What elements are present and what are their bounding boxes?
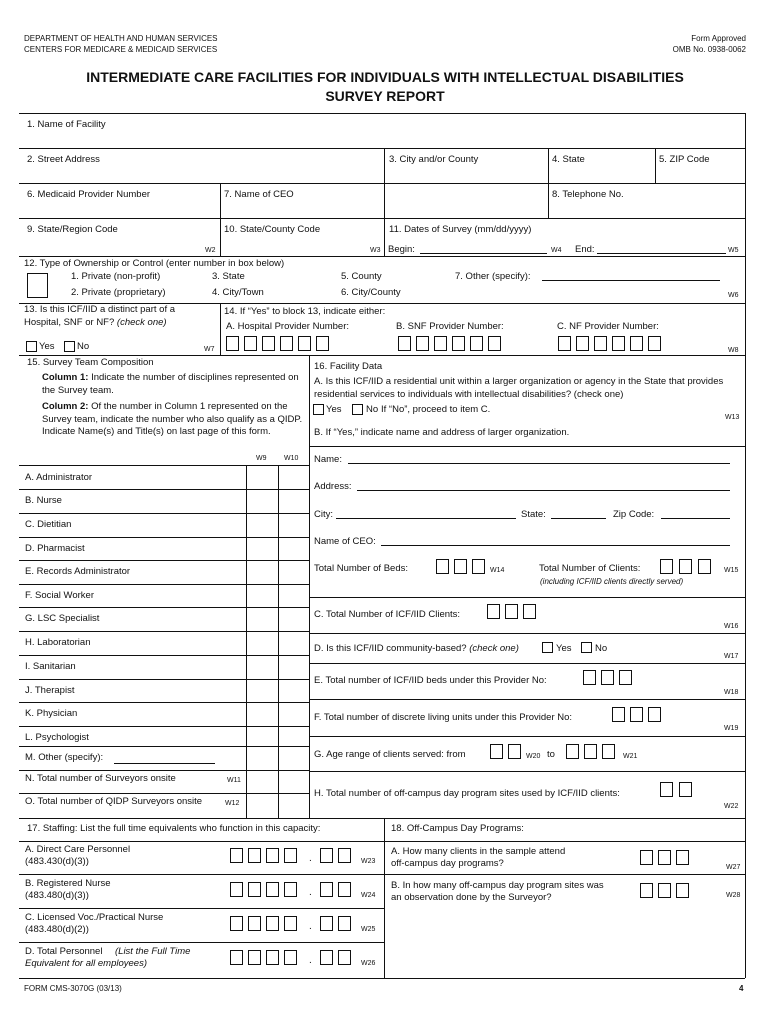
- digit-box[interactable]: [679, 782, 692, 797]
- licensed-nurse-label: C. Licensed Voc./Practical Nurse: [25, 912, 164, 923]
- distinct-part-label-2: [24, 318, 167, 328]
- digit-box[interactable]: [566, 744, 579, 759]
- w-code: W23: [361, 858, 376, 865]
- digit-box[interactable]: [660, 782, 673, 797]
- team-count-cell[interactable]: [247, 747, 278, 769]
- team-qidp-cell[interactable]: [279, 703, 309, 725]
- medicaid-provider-number-label: 6. Medicaid Provider Number: [27, 189, 151, 200]
- team-row-label: C. Dietitian: [25, 519, 72, 530]
- ownership-option-6: 6. City/County: [341, 287, 401, 298]
- decimal-point: .: [309, 921, 312, 932]
- state-region-code-label: 9. State/Region Code: [27, 224, 118, 235]
- registered-nurse-label: B. Registered Nurse: [25, 878, 111, 889]
- fte-digit-box[interactable]: [230, 916, 243, 931]
- w27-code: W27: [726, 864, 741, 871]
- residential-no-checkbox[interactable]: [352, 404, 363, 415]
- fte-digit-box[interactable]: [284, 848, 297, 863]
- ownership-option-4: 4. City/Town: [212, 287, 264, 298]
- digit-box[interactable]: [612, 336, 625, 351]
- team-row-label: L. Psychologist: [25, 732, 89, 743]
- larger-org-label: B. If “Yes,” indicate name and address of larger organization.: [314, 427, 570, 438]
- total-qidp-label: O. Total number of QIDP Surveyors onsite: [25, 796, 203, 807]
- w15-code: W15: [724, 567, 739, 574]
- total-personnel-note-2: Equivalent for all employees): [25, 958, 147, 969]
- end-date-field[interactable]: [597, 253, 726, 254]
- clients-note: (including ICF/IID clients directly served): [540, 577, 684, 586]
- team-count-cell[interactable]: [247, 632, 278, 654]
- other-specify-field[interactable]: [114, 763, 215, 764]
- ceo-name-label: 7. Name of CEO: [224, 189, 294, 200]
- fte-digit-box[interactable]: [284, 916, 297, 931]
- direct-care-citation: (483.430(d)(3)): [25, 856, 89, 867]
- fte-digit-box[interactable]: [284, 950, 297, 965]
- off-campus-a-line-2: off-campus day programs?: [391, 858, 504, 869]
- decimal-point: .: [309, 955, 312, 966]
- w6-code: W6: [728, 292, 739, 299]
- community-no-checkbox[interactable]: [581, 642, 592, 653]
- begin-label: Begin:: [388, 244, 415, 255]
- org-city-field[interactable]: [336, 518, 516, 519]
- community-based-label: D. Is this ICF/IID community-based?: [314, 643, 467, 654]
- total-surveyors-label: N. Total number of Surveyors onsite: [25, 773, 176, 784]
- agency-header: [24, 33, 218, 55]
- title-line-2: SURVEY REPORT: [325, 88, 445, 104]
- decimal-point: .: [309, 853, 312, 864]
- team-row-label: I. Sanitarian: [25, 661, 76, 672]
- w11-code: W11: [227, 777, 241, 784]
- w17-code: W17: [724, 653, 739, 660]
- staffing-label: 17. Staffing: List the full time equivalents who function in this capacity:: [27, 823, 321, 834]
- digit-box[interactable]: [676, 883, 689, 898]
- team-qidp-cell[interactable]: [279, 538, 309, 560]
- w3-code: W3: [370, 247, 381, 254]
- fte-digit-box[interactable]: [320, 848, 333, 863]
- icf-clients-label: C. Total Number of ICF/IID Clients:: [314, 609, 461, 620]
- fte-digit-box[interactable]: [320, 882, 333, 897]
- digit-box[interactable]: [630, 336, 643, 351]
- fte-digit-box[interactable]: [266, 848, 279, 863]
- fte-digit-box[interactable]: [248, 916, 261, 931]
- digit-box[interactable]: [505, 604, 518, 619]
- telephone-label: 8. Telephone No.: [552, 189, 624, 200]
- digit-box[interactable]: [640, 850, 653, 865]
- if-no-note: If “No”, proceed to item C.: [381, 404, 491, 415]
- digit-box[interactable]: [226, 336, 239, 351]
- w7-code: W7: [204, 346, 215, 353]
- team-qidp-cell[interactable]: [279, 747, 309, 769]
- column-1-title: Column 1:: [42, 372, 89, 383]
- total-clients-label: Total Number of Clients:: [539, 563, 641, 574]
- w18-code: W18: [724, 689, 739, 696]
- org-state-label: State:: [521, 509, 546, 520]
- org-ceo-field[interactable]: [381, 545, 730, 546]
- w-code: W25: [361, 926, 376, 933]
- total-beds-label: Total Number of Beds:: [314, 563, 408, 574]
- form-number: FORM CMS-3070G (03/13): [24, 984, 122, 993]
- team-row-label: F. Social Worker: [25, 590, 94, 601]
- ownership-option-7: 7. Other (specify):: [455, 271, 531, 282]
- fte-digit-box[interactable]: [230, 882, 243, 897]
- team-count-cell[interactable]: [247, 514, 278, 536]
- nf-provider-label: C. NF Provider Number:: [557, 321, 659, 332]
- digit-box[interactable]: [490, 744, 503, 759]
- team-row-label: G. LSC Specialist: [25, 613, 100, 624]
- team-row-label: A. Administrator: [25, 472, 93, 483]
- facility-name-label: 1. Name of Facility: [27, 119, 106, 130]
- day-program-sites-label: H. Total number of off-campus day program sites used by ICF/IID clients:: [314, 788, 620, 799]
- column-1-text: Indicate the number of disciplines represented on the Survey team.: [42, 372, 299, 396]
- omb-header: [673, 33, 746, 55]
- digit-box[interactable]: [452, 336, 465, 351]
- team-count-cell[interactable]: [247, 490, 278, 512]
- digit-box[interactable]: [470, 336, 483, 351]
- w9-code: W9: [256, 455, 267, 462]
- team-qidp-cell[interactable]: [279, 514, 309, 536]
- total-personnel-note: (List the Full Time: [115, 946, 191, 957]
- to-label: to: [547, 749, 555, 760]
- digit-box[interactable]: [576, 336, 589, 351]
- ownership-code-box[interactable]: [27, 273, 48, 298]
- team-row-label: E. Records Administrator: [25, 566, 131, 577]
- survey-dates-label: 11. Dates of Survey (mm/dd/yyyy): [389, 224, 532, 235]
- residential-yes-checkbox[interactable]: [313, 404, 324, 415]
- fte-digit-box[interactable]: [266, 882, 279, 897]
- fte-digit-box[interactable]: [248, 950, 261, 965]
- team-count-cell[interactable]: [247, 656, 278, 678]
- fte-digit-box[interactable]: [338, 882, 351, 897]
- w21-code: W21: [623, 753, 638, 760]
- digit-box[interactable]: [436, 559, 449, 574]
- digit-box[interactable]: [648, 707, 661, 722]
- title-line-1: INTERMEDIATE CARE FACILITIES FOR INDIVIDUALS WITH INTELLECTUAL DISABILITIES: [86, 69, 684, 85]
- page-number: 4: [739, 984, 744, 993]
- fte-digit-box[interactable]: [320, 916, 333, 931]
- w-code: W24: [361, 892, 376, 899]
- direct-care-label: A. Direct Care Personnel: [25, 844, 131, 855]
- digit-box[interactable]: [648, 336, 661, 351]
- org-address-field[interactable]: [357, 490, 730, 491]
- licensed-nurse-citation: (483.480(d)(2)): [25, 924, 89, 935]
- ownership-other-field[interactable]: [542, 280, 720, 281]
- team-count-cell[interactable]: [247, 585, 278, 607]
- team-count-cell[interactable]: [247, 538, 278, 560]
- digit-box[interactable]: [602, 744, 615, 759]
- omb-number: OMB No. 0938-0062: [672, 45, 746, 54]
- team-qidp-cell[interactable]: [279, 585, 309, 607]
- digit-box[interactable]: [523, 604, 536, 619]
- digit-box[interactable]: [658, 883, 671, 898]
- team-qidp-cell[interactable]: [279, 632, 309, 654]
- registered-nurse-citation: (483.480(d)(3)): [25, 890, 89, 901]
- org-zip-label: Zip Code:: [613, 509, 655, 520]
- w12-code: W12: [225, 800, 240, 807]
- column-2-instructions: [42, 401, 304, 439]
- team-count-cell[interactable]: [247, 561, 278, 583]
- team-row-label: H. Laboratorian: [25, 637, 91, 648]
- off-campus-b-line-2: an observation done by the Surveyor?: [391, 892, 552, 903]
- state-county-code-label: 10. State/County Code: [224, 224, 321, 235]
- street-address-label: 2. Street Address: [27, 154, 100, 165]
- check-one-note: (check one): [469, 643, 519, 654]
- w28-code: W28: [726, 892, 741, 899]
- w10-code: W10: [284, 455, 299, 462]
- digit-box[interactable]: [244, 336, 257, 351]
- team-count-cell[interactable]: [247, 467, 278, 489]
- yes-label: Yes: [556, 643, 572, 654]
- team-row-label: K. Physician: [25, 708, 78, 719]
- digit-box[interactable]: [612, 707, 625, 722]
- fte-digit-box[interactable]: [338, 950, 351, 965]
- residential-unit-question: A. Is this ICF/IID a residential unit within a larger organization or agency in the State that provides residential services to individuals with intellectual disabilities? (check one): [314, 376, 724, 400]
- w5-code: W5: [728, 247, 739, 254]
- digit-box[interactable]: [658, 850, 671, 865]
- digit-box[interactable]: [630, 707, 643, 722]
- ownership-option-3: 3. State: [212, 271, 245, 282]
- digit-box[interactable]: [416, 336, 429, 351]
- digit-box[interactable]: [508, 744, 521, 759]
- team-count-cell[interactable]: [247, 608, 278, 630]
- form-title: [0, 68, 770, 106]
- digit-box[interactable]: [558, 336, 571, 351]
- fte-digit-box[interactable]: [338, 848, 351, 863]
- digit-box[interactable]: [594, 336, 607, 351]
- team-count-cell[interactable]: [247, 703, 278, 725]
- org-address-label: Address:: [314, 481, 352, 492]
- yes-label: Yes: [326, 404, 342, 415]
- facility-data-label: 16. Facility Data: [314, 361, 383, 372]
- living-units-label: F. Total number of discrete living units under this Provider No:: [314, 712, 573, 723]
- digit-box[interactable]: [698, 559, 711, 574]
- fte-digit-box[interactable]: [266, 916, 279, 931]
- community-yes-checkbox[interactable]: [542, 642, 553, 653]
- distinct-part-no-checkbox[interactable]: [64, 341, 75, 352]
- fte-digit-box[interactable]: [248, 882, 261, 897]
- icf-beds-label: E. Total number of ICF/IID beds under this Provider No:: [314, 675, 547, 686]
- center-name: CENTERS FOR MEDICARE & MEDICAID SERVICES: [24, 45, 218, 54]
- digit-box[interactable]: [280, 336, 293, 351]
- digit-box[interactable]: [640, 883, 653, 898]
- w19-code: W19: [724, 725, 739, 732]
- team-qidp-cell[interactable]: [279, 656, 309, 678]
- total-personnel-label: D. Total Personnel: [25, 946, 103, 957]
- w4-code: W4: [551, 247, 562, 254]
- team-row-label: M. Other (specify):: [25, 752, 104, 763]
- fte-digit-box[interactable]: [248, 848, 261, 863]
- digit-box[interactable]: [434, 336, 447, 351]
- begin-date-field[interactable]: [420, 253, 547, 254]
- w13-code: W13: [725, 414, 740, 421]
- digit-box[interactable]: [583, 670, 596, 685]
- digit-box[interactable]: [619, 670, 632, 685]
- column-1-instructions: [42, 372, 304, 397]
- fte-digit-box[interactable]: [284, 882, 297, 897]
- digit-box[interactable]: [262, 336, 275, 351]
- team-row-label: D. Pharmacist: [25, 543, 85, 554]
- city-county-label: 3. City and/or County: [389, 154, 479, 165]
- digit-box[interactable]: [472, 559, 485, 574]
- digit-box[interactable]: [679, 559, 692, 574]
- fte-digit-box[interactable]: [266, 950, 279, 965]
- provider-number-label: 14. If “Yes” to block 13, indicate either:: [224, 306, 386, 317]
- team-qidp-cell[interactable]: [279, 490, 309, 512]
- check-one-note: (check one): [116, 317, 167, 328]
- off-campus-a-line-1: A. How many clients in the sample attend: [391, 846, 566, 857]
- team-row-label: J. Therapist: [25, 685, 75, 696]
- w20-code: W20: [526, 753, 541, 760]
- ownership-option-5: 5. County: [341, 271, 382, 282]
- digit-box[interactable]: [398, 336, 411, 351]
- distinct-part-label: 13. Is this ICF/IID a distinct part of a: [24, 304, 176, 315]
- team-count-cell[interactable]: [247, 680, 278, 702]
- org-state-field[interactable]: [551, 518, 606, 519]
- yes-label: Yes: [39, 341, 55, 352]
- digit-box[interactable]: [316, 336, 329, 351]
- fte-digit-box[interactable]: [338, 916, 351, 931]
- survey-team-label: 15. Survey Team Composition: [27, 357, 154, 368]
- w2-code: W2: [205, 247, 216, 254]
- digit-box[interactable]: [660, 559, 673, 574]
- team-row-label: B. Nurse: [25, 495, 62, 506]
- org-name-field[interactable]: [348, 463, 730, 464]
- form-approved: Form Approved: [691, 34, 746, 43]
- zip-code-label: 5. ZIP Code: [659, 154, 710, 165]
- digit-box[interactable]: [676, 850, 689, 865]
- hospital-provider-label: A. Hospital Provider Number:: [226, 321, 350, 332]
- department-name: DEPARTMENT OF HEALTH AND HUMAN SERVICES: [24, 34, 218, 43]
- w22-code: W22: [724, 803, 739, 810]
- w8-code: W8: [728, 347, 739, 354]
- org-city-label: City:: [314, 509, 333, 520]
- org-name-label: Name:: [314, 454, 342, 465]
- digit-box[interactable]: [487, 604, 500, 619]
- org-ceo-label: Name of CEO:: [314, 536, 376, 547]
- end-label: End:: [575, 244, 595, 255]
- w-code: W26: [361, 960, 376, 967]
- team-qidp-cell[interactable]: [279, 561, 309, 583]
- column-2-title: Column 2:: [42, 401, 89, 412]
- team-qidp-cell[interactable]: [279, 467, 309, 489]
- community-based-question: [314, 644, 519, 654]
- snf-provider-label: B. SNF Provider Number:: [396, 321, 504, 332]
- digit-box[interactable]: [298, 336, 311, 351]
- column-2-text: Of the number in Column 1 represented on the Survey team, indicate the number who also qualify as a QIDP. Indicate Name(s) and Title(s) on last page of this form.: [42, 401, 303, 437]
- team-qidp-cell[interactable]: [279, 608, 309, 630]
- decimal-point: .: [309, 887, 312, 898]
- distinct-part-yes-checkbox[interactable]: [26, 341, 37, 352]
- ownership-option-2: 2. Private (proprietary): [71, 287, 166, 298]
- digit-box[interactable]: [488, 336, 501, 351]
- distinct-part-question: Hospital, SNF or NF?: [24, 317, 115, 328]
- ownership-label: 12. Type of Ownership or Control (enter number in box below): [24, 258, 285, 269]
- team-qidp-cell[interactable]: [279, 680, 309, 702]
- off-campus-label: 18. Off-Campus Day Programs:: [391, 823, 524, 834]
- org-zip-field[interactable]: [661, 518, 730, 519]
- no-label: No: [77, 341, 90, 352]
- state-label: 4. State: [552, 154, 585, 165]
- fte-digit-box[interactable]: [230, 848, 243, 863]
- age-range-label: G. Age range of clients served: from: [314, 749, 466, 760]
- ownership-option-1: 1. Private (non-profit): [71, 271, 161, 282]
- digit-box[interactable]: [601, 670, 614, 685]
- off-campus-b-line-1: B. In how many off-campus day program sites was: [391, 880, 604, 891]
- fte-digit-box[interactable]: [320, 950, 333, 965]
- fte-digit-box[interactable]: [230, 950, 243, 965]
- w16-code: W16: [724, 623, 739, 630]
- no-label: No: [595, 643, 608, 654]
- digit-box[interactable]: [584, 744, 597, 759]
- digit-box[interactable]: [454, 559, 467, 574]
- w14-code: W14: [490, 567, 505, 574]
- no-label: No: [366, 404, 379, 415]
